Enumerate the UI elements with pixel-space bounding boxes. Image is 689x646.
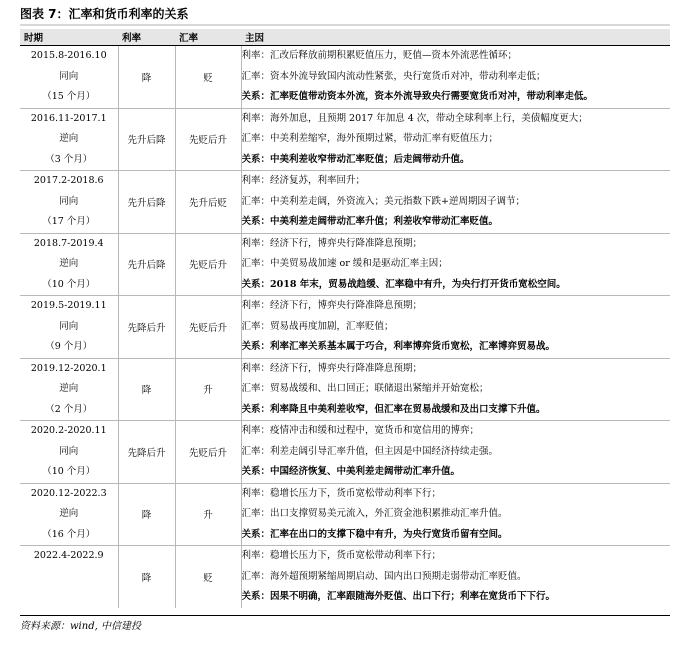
reason-fx-line: 汇率：资本外流导致国内流动性紧张，央行宽货币对冲，带动利率走低； bbox=[241, 70, 546, 82]
period-duration: （9 个月） bbox=[45, 341, 93, 352]
period-direction: 同向 bbox=[59, 195, 79, 207]
period-cell bbox=[20, 296, 118, 359]
reason-cell bbox=[241, 546, 670, 608]
table-header-row bbox=[20, 29, 670, 46]
fx-direction-cell: 先贬后升 bbox=[175, 233, 241, 296]
reason-rate-line: 利率：稳增长压力下，货币宽松带动利率下行； bbox=[241, 487, 442, 499]
reason-relation-line: 关系：中美利差走阔带动汇率升值；利差收窄带动汇率贬值。 bbox=[241, 216, 499, 227]
header-period: 时期 bbox=[20, 29, 118, 46]
source-note: 资料来源：wind, 中信建投 bbox=[20, 621, 141, 632]
reason-rate-line: 利率：稳增长压力下，货币宽松带动利率下行； bbox=[241, 550, 442, 561]
table-row bbox=[20, 483, 670, 546]
rate-direction-cell: 降 bbox=[118, 483, 175, 546]
rate-direction-cell: 降 bbox=[118, 546, 175, 608]
period-cell bbox=[20, 171, 118, 234]
rate-direction-cell: 先降后升 bbox=[118, 421, 175, 484]
reason-cell bbox=[241, 296, 670, 359]
reason-rate-line: 利率：经济下行，博弈央行降准降息预期； bbox=[241, 237, 423, 249]
period-direction: 同向 bbox=[59, 445, 79, 457]
fx-direction-cell: 升 bbox=[175, 358, 241, 421]
figure-title: 图表 7：汇率和货币利率的关系 bbox=[20, 7, 189, 21]
reason-relation-line: 关系：因果不明确，汇率跟随海外贬值、出口下行；利率在宽货币下下行。 bbox=[241, 591, 556, 602]
table-row bbox=[20, 46, 670, 109]
period-direction: 逆向 bbox=[59, 383, 79, 394]
header-rate: 利率 bbox=[118, 29, 175, 46]
fx-direction-cell: 先贬后升 bbox=[175, 296, 241, 359]
reason-cell bbox=[241, 421, 670, 484]
reason-cell bbox=[241, 483, 670, 546]
period-cell bbox=[20, 358, 118, 421]
reason-relation-line: 关系：2018 年末，贸易战趋缓、汇率稳中有升，为央行打开货币宽松空间。 bbox=[241, 278, 566, 290]
reason-fx-line: 汇率：中美利差缩窄，海外预期过紧，带动汇率有贬值压力； bbox=[241, 133, 499, 144]
period-duration bbox=[20, 587, 118, 608]
reason-fx-line: 汇率：海外超预期紧缩周期启动、国内出口预期走弱带动汇率贬值。 bbox=[241, 570, 527, 582]
table-row bbox=[20, 171, 670, 234]
period-range: 2017.2-2018.6 bbox=[33, 175, 104, 186]
rate-direction-cell: 降 bbox=[118, 46, 175, 109]
period-duration: （3 个月） bbox=[45, 153, 93, 165]
reason-fx-line: 汇率：贸易战再度加剧，汇率贬值； bbox=[241, 320, 394, 332]
reason-relation-line: 关系：利率汇率关系基本属于巧合，利率博弈货币宽松，汇率博弈贸易战。 bbox=[241, 341, 556, 352]
reason-cell bbox=[241, 46, 670, 109]
reason-relation-line: 关系：利率降且中美利差收窄，但汇率在贸易战缓和及出口支撑下升值。 bbox=[241, 403, 546, 415]
period-direction: 逆向 bbox=[59, 133, 79, 144]
reason-fx-line: 汇率：出口支撑贸易美元流入，外汇资金池积累推动汇率升值。 bbox=[241, 508, 508, 519]
header-reason: 主因 bbox=[241, 29, 670, 46]
period-duration: （16 个月） bbox=[42, 528, 96, 540]
reason-relation-line: 关系：中美利差收窄带动汇率贬值；后走阔带动升值。 bbox=[241, 153, 470, 165]
period-direction: 同向 bbox=[59, 320, 79, 332]
reason-cell bbox=[241, 108, 670, 171]
period-cell bbox=[20, 46, 118, 109]
reason-rate-line: 利率：经济下行，博弈央行降准降息预期； bbox=[241, 300, 423, 311]
period-cell bbox=[20, 421, 118, 484]
period-direction: 逆向 bbox=[59, 258, 79, 269]
fx-direction-cell: 贬 bbox=[175, 546, 241, 608]
reason-fx-line: 汇率：中美利差走阔，外资流入；美元指数下跌+逆周期因子调节； bbox=[241, 195, 525, 207]
reason-cell bbox=[241, 171, 670, 234]
reason-rate-line: 利率：疫情冲击和缓和过程中，宽货币和宽信用的博弈； bbox=[241, 425, 480, 436]
period-cell bbox=[20, 108, 118, 171]
table-row bbox=[20, 233, 670, 296]
period-cell bbox=[20, 546, 118, 608]
header-fx: 汇率 bbox=[175, 29, 241, 46]
period-duration: （2 个月） bbox=[45, 403, 93, 415]
fx-direction-cell: 升 bbox=[175, 483, 241, 546]
table-bottom-rule bbox=[20, 615, 670, 616]
table-row bbox=[20, 421, 670, 484]
table-row bbox=[20, 108, 670, 171]
table-body bbox=[20, 46, 670, 608]
reason-rate-line: 利率：汇改后释放前期积累贬值压力，贬值—资本外流恶性循环； bbox=[241, 50, 518, 61]
reason-fx-line: 汇率：中美贸易战加速 or 缓和是驱动汇率主因； bbox=[241, 258, 448, 269]
period-range: 2016.11-2017.1 bbox=[30, 112, 107, 124]
period-duration: （10 个月） bbox=[42, 466, 96, 477]
period-direction: 同向 bbox=[59, 70, 79, 82]
period-duration: （17 个月） bbox=[42, 216, 96, 227]
period-direction: 逆向 bbox=[59, 508, 79, 519]
table-row bbox=[20, 358, 670, 421]
reason-fx-line: 汇率：利差走阔引导汇率升值，但主因是中国经济持续走强。 bbox=[241, 445, 499, 457]
rate-direction-cell: 先升后降 bbox=[118, 233, 175, 296]
reason-fx-line: 汇率：贸易战缓和、出口回正；联储退出紧缩并开始宽松； bbox=[241, 383, 489, 394]
fx-direction-cell: 贬 bbox=[175, 46, 241, 109]
period-range: 2018.7-2019.4 bbox=[33, 237, 104, 249]
rate-fx-table bbox=[20, 29, 670, 608]
period-range: 2020.12-2022.3 bbox=[30, 487, 107, 499]
period-duration: （10 个月） bbox=[42, 278, 96, 290]
fx-direction-cell: 先贬后升 bbox=[175, 421, 241, 484]
period-range: 2020.2-2020.11 bbox=[30, 425, 107, 436]
table-row bbox=[20, 546, 670, 608]
title-divider bbox=[20, 24, 670, 26]
reason-relation-line: 关系：汇率在出口的支撑下稳中有升，为央行宽货币留有空间。 bbox=[241, 528, 508, 540]
rate-direction-cell: 降 bbox=[118, 358, 175, 421]
reason-relation-line: 关系：汇率贬值带动资本外流，资本外流导致央行需要宽货币对冲，带动利率走低。 bbox=[241, 91, 594, 102]
rate-direction-cell: 先升后降 bbox=[118, 171, 175, 234]
period-range: 2019.5-2019.11 bbox=[30, 300, 107, 311]
reason-rate-line: 利率：经济下行，博弈央行降准降息预期； bbox=[241, 362, 423, 374]
period-cell bbox=[20, 483, 118, 546]
period-cell bbox=[20, 233, 118, 296]
fx-direction-cell: 先贬后升 bbox=[175, 108, 241, 171]
period-range: 2019.12-2020.1 bbox=[30, 362, 107, 374]
fx-direction-cell: 先升后贬 bbox=[175, 171, 241, 234]
period-duration: （15 个月） bbox=[42, 91, 96, 102]
period-range: 2022.4-2022.9 bbox=[33, 550, 104, 561]
reason-rate-line: 利率：海外加息，且预期 2017 年加息 4 次，带动全球利率上行，美债幅度更大； bbox=[241, 112, 588, 124]
reason-cell bbox=[241, 358, 670, 421]
period-range: 2015.8-2016.10 bbox=[30, 50, 107, 61]
reason-relation-line: 关系：中国经济恢复、中美利差走阔带动汇率升值。 bbox=[241, 466, 461, 477]
reason-rate-line: 利率：经济复苏，利率回升； bbox=[241, 175, 366, 186]
rate-direction-cell: 先降后升 bbox=[118, 296, 175, 359]
table-row bbox=[20, 296, 670, 359]
rate-direction-cell: 先升后降 bbox=[118, 108, 175, 171]
period-direction bbox=[20, 567, 118, 588]
reason-cell bbox=[241, 233, 670, 296]
